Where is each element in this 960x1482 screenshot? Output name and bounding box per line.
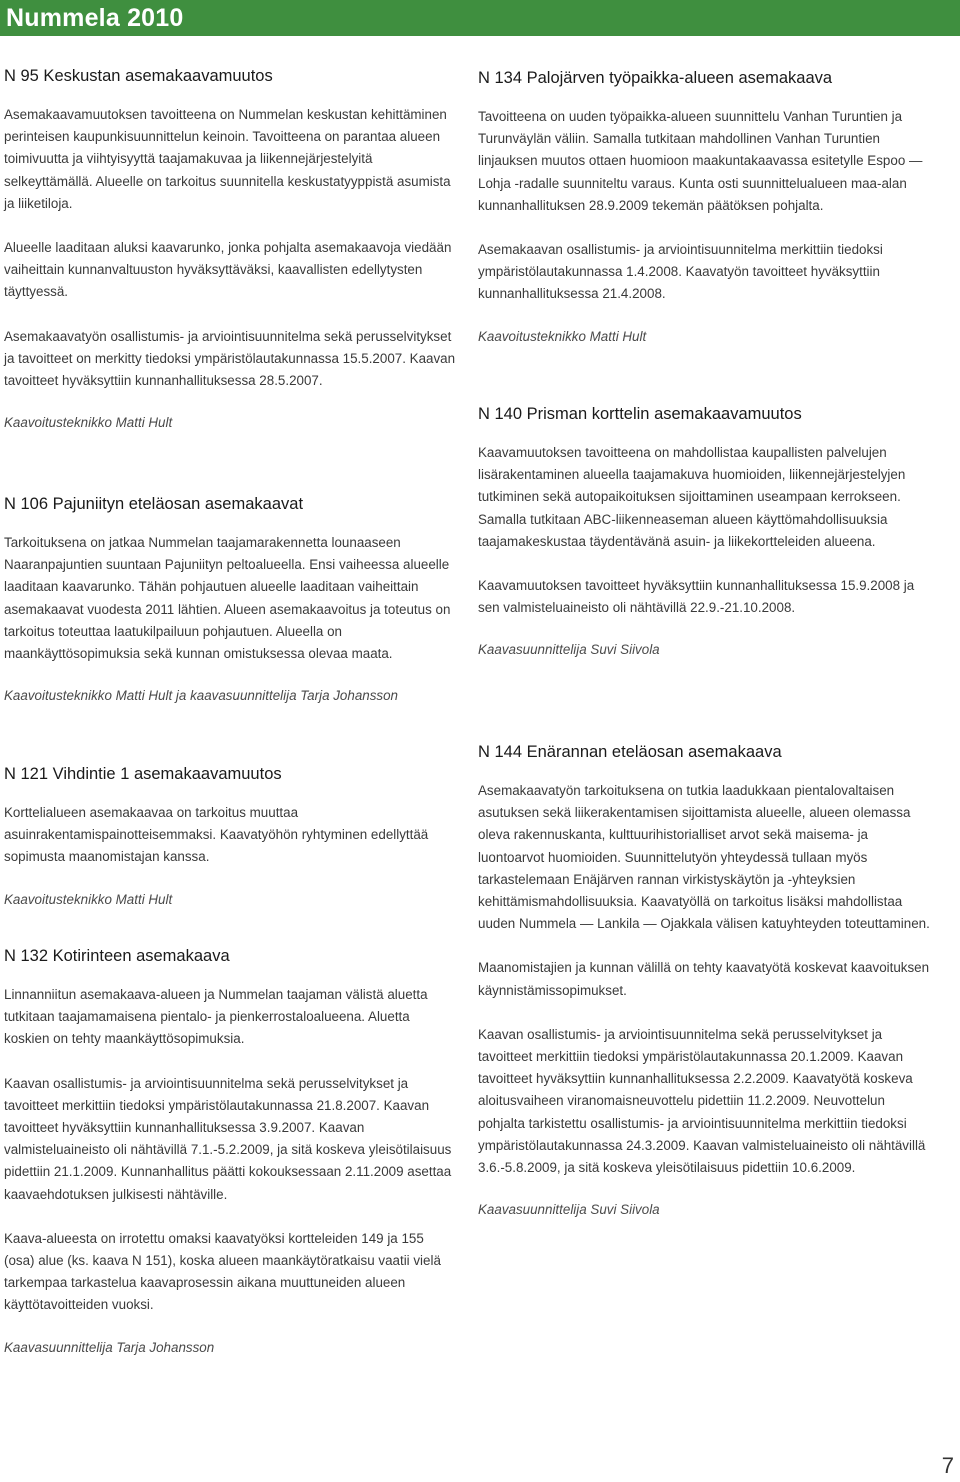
section-paragraph: Kaavan osallistumis- ja arviointisuunnitelma sekä perusselvitykset ja tavoitteet merkittiin tiedoksi ympäristölautakunnassa 20.1.2009. Kaavan tavoitteet hyväksyttiin kunnanhallituksessa 2.2.2009. Kaavatyötä koskeva aloitusvaiheen viranomaisneuvottelu pidettiin 11.2.2009. Neuvottelun pohjalta tarkistettu osallistumis- ja arviointisuunnitelma merkittiin tiedoksi ympäristölautakunnassa 24.3.2009. Kaavan valmisteluaineisto oli nähtävillä 3.6.-5.8.2009, ja sitä koskeva yleisötilaisuus pidettiin 10.6.2009. bbox=[478, 1026, 926, 1176]
page-number: 7 bbox=[941, 1453, 954, 1478]
section-heading: N 106 Pajuniityn eteläosan asemakaavat bbox=[4, 495, 304, 513]
title-bar bbox=[0, 0, 960, 36]
section-heading: N 121 Vihdintie 1 asemakaavamuutos bbox=[4, 765, 282, 783]
section-paragraph: Asemakaavatyön osallistumis- ja arviointisuunnitelma sekä perusselvitykset ja tavoitteet on merkitty tiedoksi ympäristölautakunnassa 15.5.2007. Kaavan tavoitteet hyväksyttiin kunnanhallituksessa 28.5.2007. bbox=[4, 328, 456, 389]
page-title: Nummela 2010 bbox=[6, 4, 184, 32]
section-n140 bbox=[478, 404, 930, 661]
section-paragraph: Kaavamuutoksen tavoitteena on mahdollistaa kaupallisten palvelujen lisärakentaminen alueella taajamakuva huomioiden, liikennejärjestelyjen tutkiminen sekä autopaikoituksen sijoittaminen useampaan kerrokseen. Samalla tutkitaan ABC-liikenneaseman alueen käyttömahdollisuuksia taajamakeskustaa täydentävänä asuin- ja liikekortteleiden alueena. bbox=[478, 445, 906, 549]
section-n106 bbox=[4, 494, 456, 707]
section-paragraph: Asemakaavan osallistumis- ja arviointisuunnitelma merkittiin tiedoksi ympäristölautakunnassa 1.4.2008. Kaavatyön tavoitteet hyväksyttiin kunnanhallituksessa 21.4.2008. bbox=[478, 242, 883, 302]
section-author: Kaavoitusteknikko Matti Hult bbox=[4, 415, 173, 431]
section-paragraph: Maanomistajien ja kunnan välillä on tehty kaavatyötä koskevat kaavoituksen käynnistämissopimukset. bbox=[478, 960, 930, 998]
section-paragraph: Tavoitteena on uuden työpaikka-alueen suunnittelu Vanhan Turuntien ja Turunväylän väliin. Samalla tutkitaan mahdollinen Vanhan Turuntien linjauksen muutos ottaen huomioon maakuntakaavassa esitetylle Espoo — Lohja -radalle suunniteltu varaus. Kunta osti suunnittelualueen maa-alan kunnanhallituksen 28.9.2009 tekemän päätöksen pohjalta. bbox=[478, 109, 923, 213]
section-paragraph: Kaavan osallistumis- ja arviointisuunnitelma sekä perusselvitykset ja tavoitteet merkittiin tiedoksi ympäristölautakunnassa 21.8.2007. Kaavan tavoitteet hyväksyttiin kunnanhallituksessa 3.9.2007. Kaavan valmisteluaineisto oli nähtävillä 7.1.-5.2.2009, ja sitä koskeva yleisötilaisuus pidettiin 21.1.2009. Kunnanhallitus päätti kokouksessaan 2.11.2009 asettaa kaavaehdotuksen julkisesti nähtäville. bbox=[4, 1075, 452, 1202]
section-heading: N 134 Palojärven työpaikka-alueen asemakaava bbox=[478, 69, 833, 87]
section-n144 bbox=[478, 742, 930, 1221]
section-author: Kaavasuunnittelija Tarja Johansson bbox=[4, 1339, 215, 1355]
section-paragraph: Alueelle laaditaan aluksi kaavarunko, jonka pohjalta asemakaavoja viedään vaiheittain kunnanvaltuuston hyväksyttäväksi, kaavallisten edellytysten täyttyessä. bbox=[4, 240, 452, 300]
section-paragraph: Kaavamuutoksen tavoitteet hyväksyttiin kunnanhallituksessa 15.9.2008 ja sen valmisteluaineisto oli nähtävillä 22.9.-21.10.2008. bbox=[478, 578, 915, 616]
section-paragraph: Korttelialueen asemakaavaa on tarkoitus muuttaa asuinrakentamispainotteisemmaksi. Kaavatyöhön ryhtyminen edellyttää sopimusta maanomistajan kanssa. bbox=[4, 805, 429, 865]
section-heading: N 95 Keskustan asemakaavamuutos bbox=[4, 67, 273, 85]
section-heading: N 144 Enärannan eteläosan asemakaava bbox=[478, 743, 782, 761]
section-author: Kaavoitusteknikko Matti Hult bbox=[4, 891, 173, 907]
section-author: Kaavasuunnittelija Suvi Siivola bbox=[478, 1202, 660, 1218]
section-author: Kaavoitusteknikko Matti Hult bbox=[478, 328, 647, 344]
section-n132 bbox=[4, 946, 456, 1359]
section-paragraph: Tarkoituksena on jatkaa Nummelan taajamarakennetta lounaaseen Naaranpajuntien suuntaan Pajuniityn peltoalueella. Ensi vaiheessa alueelle laaditaan kaavarunko. Tähän pohjautuen alueelle laaditaan vaiheittain asemakaavat vuodesta 2011 lähtien. Alueen asemakaavoitus ja toteutus on tarkoitus toteuttaa laatukilpailuun pohjautuen. Alueella on maankäyttösopimuksia sekä kunnan omistuksessa olevaa maata. bbox=[4, 535, 451, 662]
section-n95 bbox=[4, 66, 456, 434]
section-paragraph: Linnanniitun asemakaava-alueen ja Nummelan taajaman välistä aluetta tutkitaan taajamamaisena pientalo- ja pienkerrostaloalueena. Aluetta koskien on tehty maankäyttösopimuksia. bbox=[4, 987, 428, 1047]
section-heading: N 132 Kotirinteen asemakaava bbox=[4, 947, 230, 965]
section-author: Kaavasuunnittelija Suvi Siivola bbox=[478, 642, 660, 658]
section-n121 bbox=[4, 764, 456, 911]
section-paragraph: Asemakaavamuutoksen tavoitteena on Nummelan keskustan kehittäminen perinteisen kaupunkisuunnittelun keinoin. Tavoitteena on parantaa alueen toimivuutta ja viihtyisyyttä taajamakuvaa ja liikennejärjestelyitä selkeyttämällä. Alueelle on tarkoitus suunnitella keskustatyyppistä asumista ja liiketiloja. bbox=[4, 107, 451, 211]
section-n134 bbox=[478, 68, 930, 348]
section-paragraph: Kaava-alueesta on irrotettu omaksi kaavatyöksi kortteleiden 149 ja 155 (osa) alue (ks. kaava N 151), koska alueen maankäytöratkaisu vaatii vielä tarkempaa tarkastelua kaavaprosessin aikana muuttuneiden alueen käyttötavoitteiden vuoksi. bbox=[4, 1230, 441, 1313]
section-heading: N 140 Prisman korttelin asemakaavamuutos bbox=[478, 405, 802, 423]
section-author: Kaavoitusteknikko Matti Hult ja kaavasuunnittelija Tarja Johansson bbox=[4, 688, 399, 704]
section-paragraph: Asemakaavatyön tarkoituksena on tutkia laadukkaan pientalovaltaisen asutuksen sekä liikerakentamisen sijoittamista alueelle, alueen olemassa oleva rakennuskanta, kulttuurihistorialliset arvot sekä maisema- ja luontoarvot huomioiden. Suunnittelutyön yhteydessä tullaan myös tarkastelemaan Enäjärven rannan virkistyskäytön ja -yhteyksien kehittämismahdollisuuksia. Kaavatyöllä on tarkoitus lisäksi mahdollistaa uuden Nummela — Lankila — Ojakkala välisen katuyhteyden toteuttaminen. bbox=[478, 783, 930, 932]
